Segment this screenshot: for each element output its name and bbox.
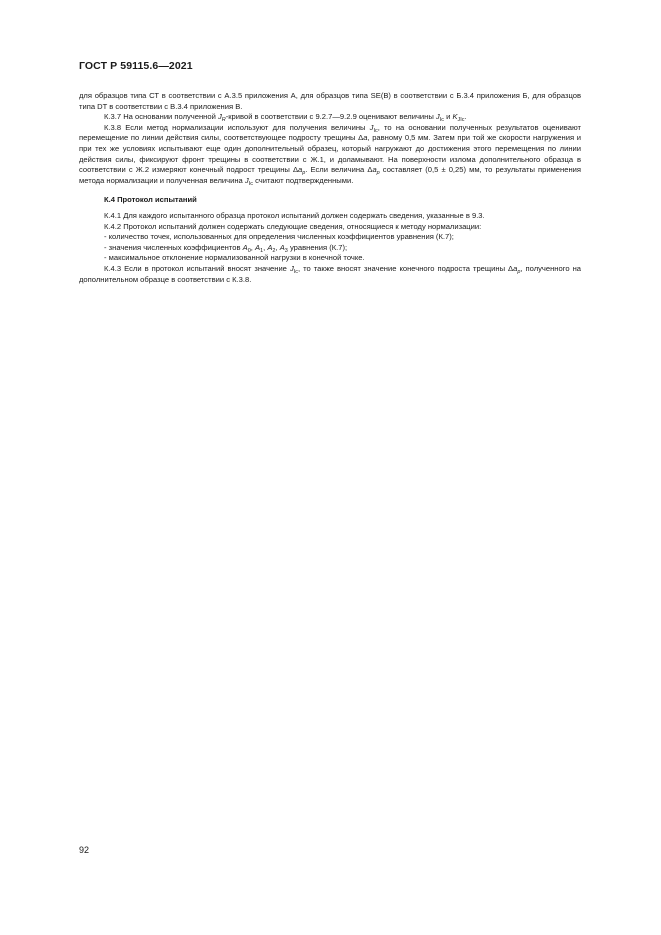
- symbol-j: J: [369, 122, 374, 132]
- separator: ,: [275, 242, 280, 252]
- text-run: - значения численных коэффициентов: [104, 242, 243, 252]
- symbol-a: a: [363, 133, 368, 143]
- symbol-j: J: [244, 175, 249, 185]
- paragraph-k-4-3: [79, 264, 581, 285]
- subscript-p: p: [302, 170, 306, 177]
- text-run: составляет (0,5 ± 0,25) мм, то результаты применения метода нормализации и полученная величина: [79, 165, 581, 185]
- symbol-a: a: [298, 165, 303, 175]
- subscript-1: 1: [260, 247, 264, 254]
- paragraph-k-4-2: К.4.2 Протокол испытаний должен содержать следующие сведения, относящиеся к методу нормализации:: [104, 221, 482, 231]
- text-run: . Если величина Δ: [305, 165, 373, 175]
- subscript-ic: Ic: [293, 268, 298, 275]
- text-run: К.4.3 Если в протокол испытаний вносят значение: [104, 263, 290, 273]
- subscript-3: 3: [284, 247, 288, 254]
- document-header: ГОСТ Р 59115.6—2021: [79, 60, 193, 72]
- subscript-ic: Ic: [439, 117, 444, 124]
- text-run: , равному 0,5 мм. Затем при той же скорости нагружения и при тех же условиях испытывают еще один дополнительный образец, который нагружают до достижения этого перемещения по линии действия силы, фиксируют фронт трещины в соответствии с Ж.1, и доламывают. На поверхности излома дополнительного образца в соответствии с Ж.2 измеряют конечный подрост трещины Δ: [79, 133, 581, 175]
- text-run: , то на основании полученных результатов оценивают перемещение по линии действия силы, соответствующее подросту трещины Δ: [79, 122, 581, 143]
- symbol-a: a: [513, 263, 518, 273]
- symbol-a-coef: A: [267, 242, 273, 252]
- separator: ,: [250, 242, 255, 252]
- subscript-p: p: [376, 170, 380, 177]
- symbol-j: J: [289, 263, 294, 273]
- text-run: и: [443, 112, 453, 122]
- page-number: 92: [79, 845, 90, 855]
- symbol-a: a: [372, 165, 377, 175]
- subscript-p: p: [517, 268, 521, 275]
- list-item: [79, 243, 581, 254]
- symbol-j: J: [435, 112, 440, 122]
- paragraph-k-3-8: [79, 123, 581, 187]
- subscript-0: 0: [247, 247, 251, 254]
- subscript-ic: Ic: [373, 127, 378, 134]
- subscript-ic: Ic: [248, 180, 253, 187]
- paragraph-continuation: для образцов типа СТ в соответствии с А.3.5 приложения А, для образцов типа SE(B) в соответствии с Б.3.4 приложения Б, для образцов типа DT в соответствии с В.3.4 приложения В.: [79, 91, 581, 111]
- symbol-a-coef: A: [242, 242, 248, 252]
- separator: ,: [263, 242, 268, 252]
- text-run: считают подтвержденными.: [252, 175, 354, 185]
- text-run: , полученного на дополнительном образце в соответствии с К.3.8.: [79, 263, 581, 284]
- paragraph-k-3-7: [79, 112, 581, 123]
- symbol-k: K: [452, 112, 458, 122]
- subscript-2: 2: [272, 247, 276, 254]
- list-item: - количество точек, использованных для определения численных коэффициентов уравнения (К.7);: [104, 232, 454, 242]
- symbol-a-coef: A: [254, 242, 261, 252]
- section-title-k-4: К.4 Протокол испытаний: [104, 195, 197, 205]
- text-run: К.3.8 Если метод нормализации используют для получения величины: [104, 122, 370, 132]
- text-run: К.3.7 На основании полученной: [104, 112, 218, 122]
- symbol-j: J: [217, 112, 222, 122]
- subscript-jic: JIc: [457, 117, 465, 124]
- document-body: [79, 91, 581, 285]
- text-run: -кривой в соответствии с 9.2.7—9.2.9 оценивают величины: [225, 112, 436, 122]
- paragraph-k-4-1: К.4.1 Для каждого испытанного образца протокол испытаний должен содержать сведения, указанные в 9.3.: [104, 210, 485, 220]
- subscript-r: R: [221, 117, 226, 124]
- text-run: уравнения (К.7);: [287, 242, 348, 252]
- symbol-a-coef: A: [279, 242, 285, 252]
- text-run: , то также вносят значение конечного подроста трещины Δ: [298, 263, 514, 273]
- list-item: - максимальное отклонение нормализованной нагрузки в конечной точке.: [104, 253, 365, 263]
- text-run: .: [464, 112, 467, 122]
